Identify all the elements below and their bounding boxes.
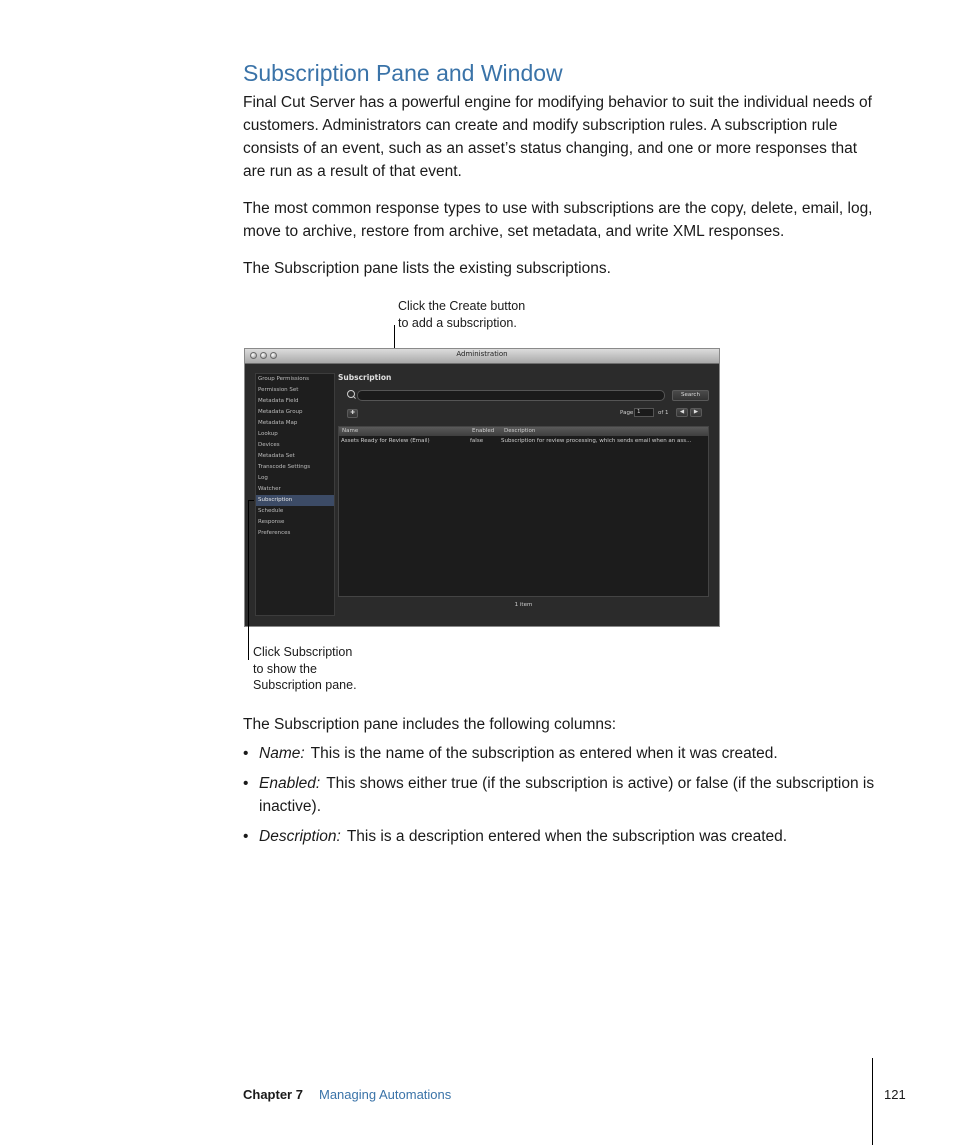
- admin-sidebar: [255, 373, 335, 616]
- callout-line: Click the Create button: [398, 299, 526, 313]
- sidebar-item-response[interactable]: Response: [258, 519, 285, 525]
- sidebar-item-watcher[interactable]: Watcher: [258, 486, 281, 492]
- footer-section-title: Managing Automations: [319, 1087, 452, 1102]
- sidebar-item-group-permissions[interactable]: Group Permissions: [258, 376, 310, 382]
- column-term: Name:: [259, 745, 305, 762]
- row-enabled: false: [470, 438, 484, 444]
- column-header-name[interactable]: Name: [342, 428, 359, 434]
- list-item: [243, 742, 883, 765]
- sidebar-item-transcode-settings[interactable]: Transcode Settings: [258, 464, 311, 470]
- page-title: Subscription Pane and Window: [243, 60, 563, 86]
- previous-arrow-icon: ◀: [679, 409, 685, 415]
- page-number-stepper[interactable]: [634, 408, 654, 417]
- items-count: 1 item: [514, 602, 533, 608]
- previous-page-button[interactable]: [676, 408, 688, 417]
- columns-intro: The Subscription pane includes the following columns:: [243, 716, 617, 733]
- row-name: Assets Ready for Review (Email): [341, 438, 430, 444]
- window-title: Administration: [456, 350, 508, 358]
- column-description: This shows either true (if the subscription is active) or false (if the subscription is inactive).: [259, 775, 875, 815]
- administration-window-screenshot: [244, 348, 720, 627]
- sidebar-item-permission-set[interactable]: Permission Set: [258, 387, 299, 393]
- sidebar-item-lookup[interactable]: Lookup: [258, 431, 278, 437]
- row-description: Subscription for review processing, which sends email when an ass...: [501, 438, 692, 444]
- pane-list-paragraph: The Subscription pane lists the existing subscriptions.: [243, 260, 611, 277]
- next-arrow-icon: ▶: [693, 409, 699, 415]
- search-button[interactable]: Search: [672, 390, 709, 401]
- sidebar-item-metadata-set[interactable]: Metadata Set: [258, 453, 295, 459]
- columns-list: [243, 742, 883, 855]
- bullet: •: [243, 745, 249, 762]
- window-titlebar: [245, 349, 719, 364]
- intro-paragraph: Final Cut Server has a powerful engine for modifying behavior to suit the individual needs of customers. Administrators can create and modify subscription rules. A subscription rule consists of an event, such as an asset’s status changing, and one or more responses that are run as a result of that event.: [243, 94, 872, 180]
- sidebar-item-subscription[interactable]: Subscription: [256, 495, 334, 506]
- sidebar-item-schedule[interactable]: Schedule: [258, 508, 284, 514]
- sidebar-item-metadata-group[interactable]: Metadata Group: [258, 409, 303, 415]
- table-row[interactable]: [339, 437, 708, 446]
- column-term: Enabled:: [259, 775, 321, 792]
- response-types-paragraph: The most common response types to use with subscriptions are the copy, delete, email, log, move to archive, restore from archive, set metadata, and write XML responses.: [243, 200, 873, 240]
- footer-divider: [872, 1058, 873, 1145]
- callout-line: Click Subscription: [253, 645, 353, 659]
- list-item: [243, 772, 883, 818]
- page-count: of 1: [658, 410, 669, 416]
- column-description: This is the name of the subscription as entered when it was created.: [310, 745, 778, 762]
- page-number: 121: [884, 1087, 906, 1102]
- subscription-panel-title: Subscription: [338, 373, 392, 382]
- sidebar-item-preferences[interactable]: Preferences: [258, 530, 291, 536]
- next-page-button[interactable]: [690, 408, 702, 417]
- sidebar-item-devices[interactable]: Devices: [258, 442, 280, 448]
- column-header-description[interactable]: Description: [504, 428, 536, 434]
- sidebar-item-log[interactable]: Log: [258, 475, 268, 481]
- search-input[interactable]: [357, 390, 665, 401]
- column-term: Description:: [259, 828, 341, 845]
- create-button-callout: [398, 298, 525, 331]
- sidebar-item-metadata-field[interactable]: Metadata Field: [258, 398, 299, 404]
- bullet: •: [243, 775, 249, 792]
- search-icon: [347, 390, 355, 398]
- create-subscription-button[interactable]: [347, 409, 358, 418]
- column-description: This is a description entered when the subscription was created.: [346, 828, 788, 845]
- callout-line: to add a subscription.: [398, 315, 517, 330]
- callout-leader-vertical: [248, 500, 249, 660]
- callout-line: Subscription pane.: [253, 678, 357, 692]
- page-number-value: 1: [637, 409, 641, 415]
- column-header-enabled[interactable]: Enabled: [472, 428, 495, 434]
- create-icon: ✚: [350, 410, 355, 416]
- page-label: Page: [620, 410, 634, 416]
- list-item: [243, 825, 883, 848]
- sidebar-item-metadata-map[interactable]: Metadata Map: [258, 420, 298, 426]
- table-header: [339, 427, 708, 436]
- callout-line: to show the: [253, 661, 317, 676]
- subscription-table: [338, 426, 709, 597]
- bullet: •: [243, 828, 249, 845]
- subscription-item-callout: [253, 644, 357, 694]
- footer-chapter: Chapter 7: [243, 1087, 303, 1102]
